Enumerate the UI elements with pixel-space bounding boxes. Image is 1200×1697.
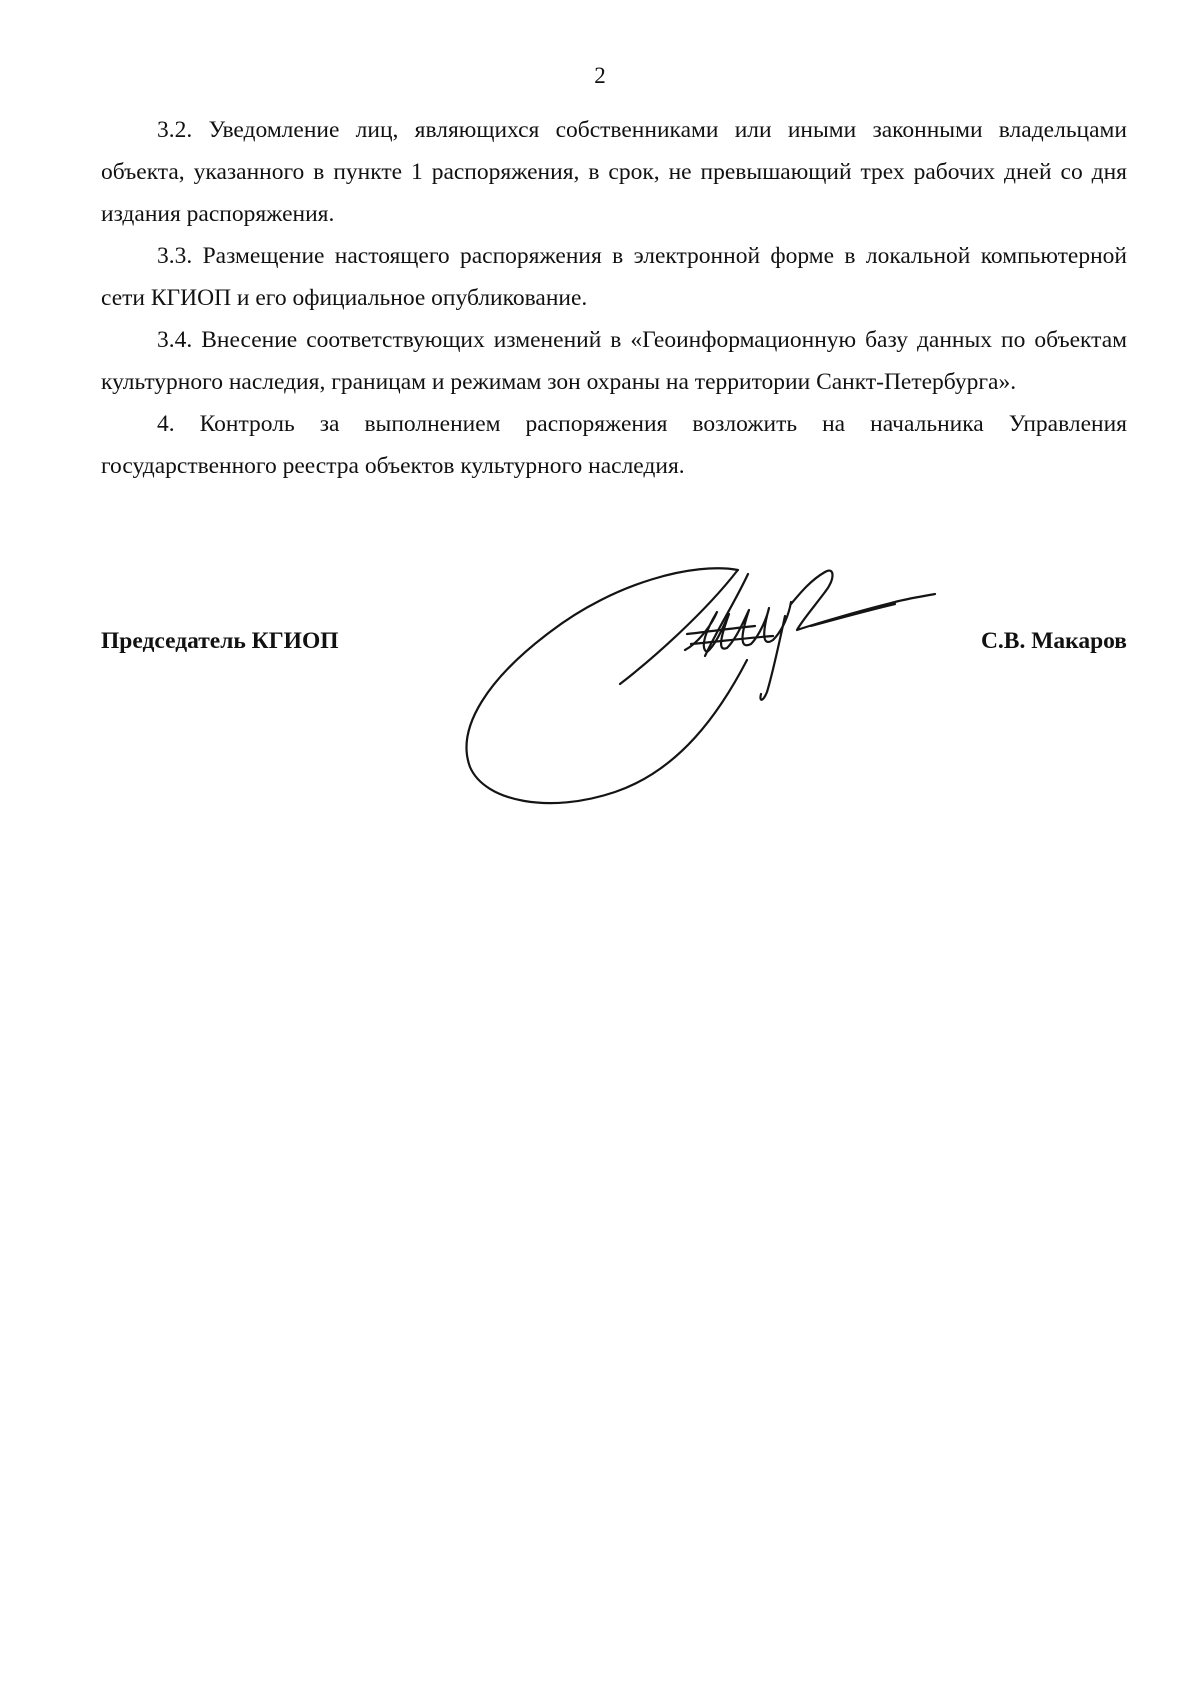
paragraph-3-2: 3.2. Уведомление лиц, являющихся собственниками или иными законными владельцами объекта, указанного в пункте 1 распоряжения, в срок, не превышающий трех рабочих дней со дня издания распоряжения. [101, 117, 1127, 227]
paragraph-3-3: 3.3. Размещение настоящего распоряжения в электронной форме в локальной компьютерной сети КГИОП и его официальное опубликование. [101, 243, 1127, 311]
signer-title: Председатель КГИОП [101, 628, 339, 654]
paragraph-4: 4. Контроль за выполнением распоряжения возложить на начальника Управления государственного реестра объектов культурного наследия. [101, 411, 1127, 479]
page-number: 2 [594, 63, 606, 88]
paragraph-3-4: 3.4. Внесение соответствующих изменений в «Геоинформационную базу данных по объектам культурного наследия, границам и режимам зон охраны на территории Санкт-Петербурга». [101, 327, 1127, 395]
signer-name: С.В. Макаров [980, 628, 1127, 654]
handwritten-signature [455, 552, 975, 812]
document-body [101, 109, 1127, 487]
